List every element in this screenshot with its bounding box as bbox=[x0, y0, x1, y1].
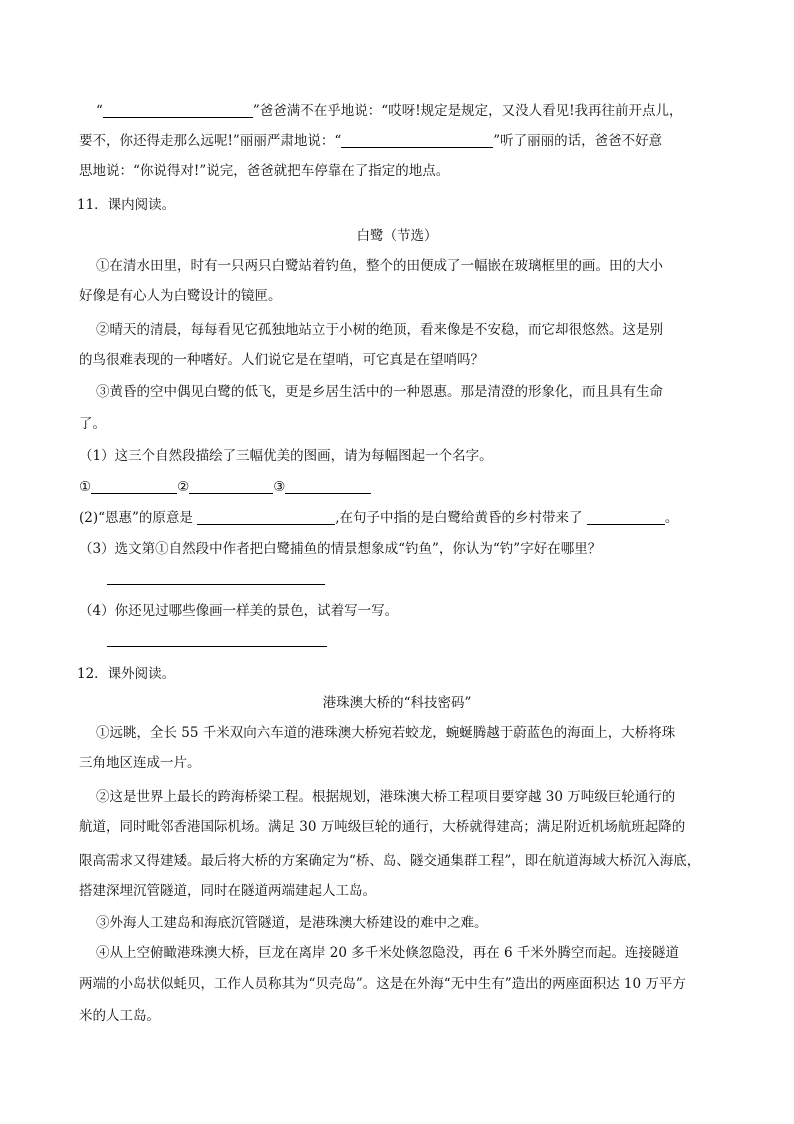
answer-line-subq4[interactable] bbox=[107, 646, 327, 647]
q11-para2-line2: 的鸟很难表现的一种嗜好。人们说它是在望哨，可它真是在望哨吗？ bbox=[79, 352, 484, 368]
answer-blank-name-1[interactable] bbox=[91, 478, 177, 494]
answer-blank-meaning[interactable] bbox=[197, 509, 335, 525]
q12-para2-line2: 航道，同时毗邻香港国际机场。满足 30 万吨级巨轮的通行，大桥就得建高；满足附近机场航班起降的 bbox=[79, 819, 686, 835]
q12-header: 12．课外阅读。 bbox=[77, 666, 176, 682]
dialog-line-3: 思地说：“你说得对!”说完，爸爸就把车停靠在了指定的地点。 bbox=[79, 163, 450, 179]
q12-para1-line1: ①远眺，全长 55 千米双向六车道的港珠澳大桥宛若蛟龙，蜿蜒腾越于蔚蓝色的海面上，大桥将珠 bbox=[96, 725, 676, 741]
q12-title: 港珠澳大桥的“科技密码” bbox=[322, 695, 472, 711]
q11-subq2 bbox=[79, 508, 794, 528]
subq2-text: (2)“恩惠”的原意是 bbox=[79, 510, 193, 526]
q11-para3-line1: ③黄昏的空中偶见白鹭的低飞，更是乡居生活中的一种恩惠。那是清澄的形象化，而且具有生命 bbox=[96, 384, 663, 400]
dialog-text: 要不，你还得走那么远呢!”丽丽严肃地说：“ bbox=[79, 133, 342, 149]
answer-blank-name-3[interactable] bbox=[285, 478, 371, 494]
q12-para2-line1: ②这是世界上最长的跨海桥梁工程。根据规划，港珠澳大桥工程项目要穿越 30 万吨级巨轮通行的 bbox=[96, 789, 676, 805]
subq2-period: 。 bbox=[664, 510, 679, 526]
q11-subq3: （3）选文第①自然段中作者把白鹭捕鱼的情景想象成“钓鱼”，你认为“钓”字好在哪里？ bbox=[79, 541, 602, 557]
q11-para2-line1: ②晴天的清晨，每每看见它孤独地站立于小树的绝顶，看来像是不安稳，而它却很悠然。这是别 bbox=[96, 322, 663, 338]
answer-blank-name-2[interactable] bbox=[189, 478, 273, 494]
answer-blank-1[interactable] bbox=[103, 102, 253, 118]
answer-blank-brought[interactable] bbox=[587, 509, 665, 525]
q11-subq4: （4）你还见过哪些像画一样美的景色，试着写一写。 bbox=[79, 603, 399, 619]
dialog-text: ”听了丽丽的话，爸爸不好意 bbox=[493, 133, 663, 149]
q12-para3-line1: ③外海人工建岛和海底沉管隧道，是港珠澳大桥建设的难中之难。 bbox=[96, 915, 488, 931]
q11-subq1-answers bbox=[79, 477, 794, 497]
q12-para2-line4: 搭建深埋沉管隧道，同时在隧道两端建起人工岛。 bbox=[79, 883, 376, 899]
subq2-text: ,在句子中指的是白鹭给黄昏的乡村带来了 bbox=[335, 510, 583, 526]
q12-para4-line2: 两端的小岛状似蚝贝，工作人员称其为“贝壳岛”。这是在外海“无中生有”造出的两座面积达 10 万平方 bbox=[79, 976, 686, 992]
mark-1: ① bbox=[79, 479, 92, 495]
dialog-text: ”爸爸满不在乎地说：“哎呀!规定是规定，又没人看见!我再往前开点儿， bbox=[252, 103, 683, 119]
q11-header: 11．课内阅读。 bbox=[77, 197, 176, 213]
q12-para1-line2: 三角地区连成一片。 bbox=[79, 755, 201, 771]
mark-3: ③ bbox=[273, 479, 286, 495]
open-quote: “ bbox=[96, 103, 103, 119]
q11-para1-line1: ①在清水田里，时有一只两只白鹭站着钓鱼，整个的田便成了一幅嵌在玻璃框里的画。田的大小 bbox=[96, 258, 663, 274]
q11-para3-line2: 了。 bbox=[79, 416, 106, 432]
dialog-line-1 bbox=[96, 101, 794, 121]
q12-para2-line3: 限高需求又得建矮。最后将大桥的方案确定为“桥、岛、隧交通集群工程”，即在航道海域大桥沉入海底， bbox=[79, 853, 701, 869]
q12-para4-line3: 米的人工岛。 bbox=[79, 1008, 160, 1024]
q11-subq1: （1）这三个自然段描绘了三幅优美的图画，请为每幅图起一个名字。 bbox=[79, 448, 493, 464]
q11-para1-line2: 好像是有心人为白鹭设计的镜匣。 bbox=[79, 288, 282, 304]
mark-2: ② bbox=[177, 479, 190, 495]
dialog-line-2 bbox=[79, 131, 794, 151]
answer-line-subq3[interactable] bbox=[107, 584, 325, 585]
q12-para4-line1: ④从上空俯瞰港珠澳大桥，巨龙在离岸 20 多千米处倏忽隐没，再在 6 千米外腾空而起。连接隧道 bbox=[96, 945, 679, 961]
q11-title: 白鹭（节选） bbox=[356, 228, 438, 244]
answer-blank-2[interactable] bbox=[341, 132, 493, 148]
